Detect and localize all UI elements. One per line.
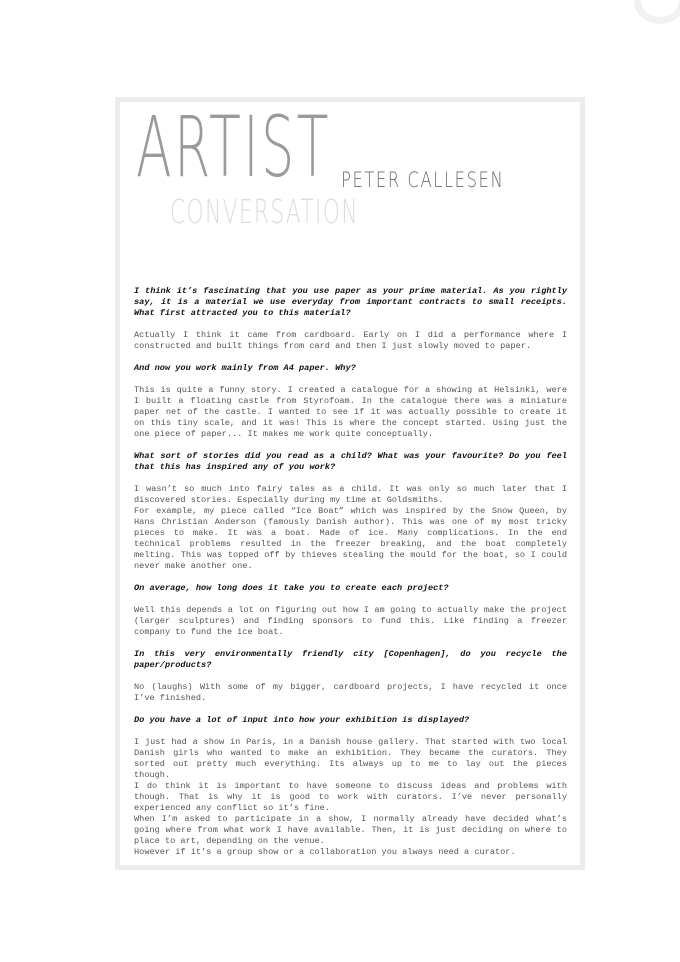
- interview-body: [134, 286, 567, 858]
- question: I think it’s fascinating that you use paper as your prime material. As you rightly say, it is a material we use everyday from important contracts to small receipts. What first attracted you to this material?: [134, 286, 567, 318]
- answer-paragraph: Well this depends a lot on figuring out how I am going to actually make the project (larger sculptures) and finding sponsors to fund this. Like finding a freezer company to fund the ice boat.: [134, 605, 567, 637]
- answer-paragraph: This is quite a funny story. I created a catalogue for a showing at Helsinki, were I built a floating castle from Styrofoam. In the catalogue there was a miniature paper net of the castle. I wanted to see if it was actually possible to create it on this tiny scale, and it was! This is where the concept started. Using just the one piece of paper... It makes me work quite conceptually.: [134, 385, 567, 439]
- question: On average, how long does it take you to create each project?: [134, 583, 449, 593]
- answer-paragraph: Actually I think it came from cardboard. Early on I did a performance where I constructed and built things from card and then I just slowly moved to paper.: [134, 330, 567, 351]
- header-subtitle: CONVERSATION: [170, 192, 359, 231]
- answer-paragraph: I wasn’t so much into fairy tales as a child. It was only so much later that I discovered stories. Especially during my time at Goldsmiths.: [134, 484, 567, 505]
- corner-ring-mark: [634, 0, 680, 24]
- question: Do you have a lot of input into how your exhibition is displayed?: [134, 715, 470, 725]
- question: What sort of stories did you read as a child? What was your favourite? Do you feel that this has inspired any of you work?: [134, 451, 567, 472]
- question: In this very environmentally friendly city [Copenhagen], do you recycle the paper/products?: [134, 649, 567, 670]
- header-title: ARTIST: [136, 98, 331, 196]
- header-author: PETER CALLESEN: [341, 168, 505, 192]
- answer-paragraph: However if it’s a group show or a collaboration you always need a curator.: [134, 847, 516, 857]
- answer-paragraph: I just had a show in Paris, in a Danish house gallery. That started with two local Danish girls who wanted to make an exhibition. They became the curators. They sorted out pretty much everything. Its always up to me to lay out the pieces though.: [134, 737, 567, 780]
- answer-paragraph: I do think it is important to have someone to discuss ideas and problems with though. That is why it is good to work with curators. I’ve never personally experienced any conflict so it’s fine.: [134, 781, 567, 813]
- question: And now you work mainly from A4 paper. Why?: [134, 363, 356, 373]
- answer-paragraph: When I’m asked to participate in a show, I normally already have decided what’s going where from what work I have available. Then, it is just deciding on where to place to art, depending on the venue.: [134, 814, 567, 846]
- answer-paragraph: No (laughs) With some of my bigger, cardboard projects, I have recycled it once I’ve finished.: [134, 682, 567, 703]
- answer-paragraph: For example, my piece called “Ice Boat” which was inspired by the Snow Queen, by Hans Christian Anderson (famously Danish author). This was one of my most tricky pieces to make. It was a boat. Made of ice. Many complications. In the end technical problems resulted in the freezer breaking, and the boat completely melting. This was topped off by thieves stealing the mould for the boat, so I could never make another one.: [134, 506, 567, 571]
